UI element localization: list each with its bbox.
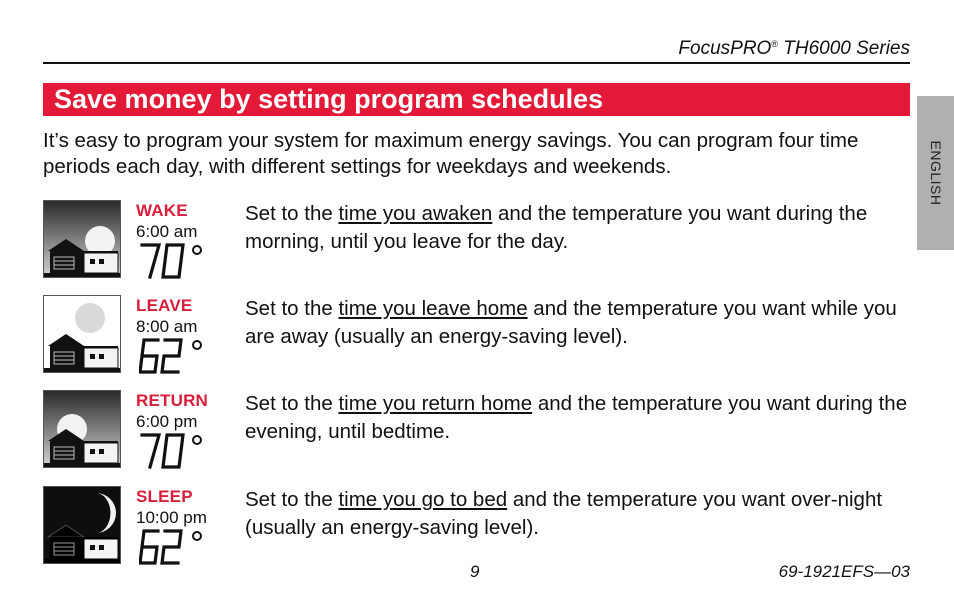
period-temperature (139, 432, 219, 472)
house-day-icon (43, 295, 121, 373)
section-title: Save money by setting program schedules (54, 84, 604, 114)
temperature-70-display (139, 242, 219, 282)
time-you-go-to-bed-text: time you go to bed (338, 488, 508, 511)
intro-paragraph: It’s easy to program your system for maximum energy savings. You can program four time periods each day, with different settings for weekdays and weekends. (43, 129, 859, 178)
period-return (43, 390, 910, 470)
time-you-awaken-text: time you awaken (338, 202, 493, 225)
series-name: TH6000 Series (783, 38, 910, 59)
house-sunset-icon (43, 390, 121, 468)
period-label: WAKE (136, 201, 188, 220)
header-title (678, 38, 910, 60)
temperature-70-display (139, 432, 219, 472)
document-number: 69-1921EFS—03 (778, 562, 910, 581)
period-description: Set to the time you leave home and the temperature you want while you are away (usually an energy-saving level). (245, 297, 897, 348)
period-temperature (139, 337, 219, 377)
period-label: LEAVE (136, 296, 193, 315)
temperature-62-display (139, 337, 219, 377)
period-wake (43, 200, 910, 280)
period-temperature (139, 242, 219, 282)
time-you-return-home-text: time you return home (338, 392, 533, 415)
language-tab-label: ENGLISH (927, 140, 944, 206)
header-rule (43, 62, 910, 64)
period-time: 10:00 pm (136, 508, 207, 527)
period-label: RETURN (136, 391, 209, 410)
house-night-moon-icon (43, 486, 121, 564)
period-description: Set to the time you return home and the temperature you want during the evening, until bedtime. (245, 392, 908, 443)
house-sunrise-icon (43, 200, 121, 278)
page-number: 9 (470, 562, 480, 581)
brand-name: FocusPRO (678, 38, 772, 59)
period-time: 6:00 pm (136, 412, 198, 431)
period-leave (43, 295, 910, 375)
period-sleep (43, 486, 910, 566)
language-tab (917, 96, 954, 250)
temperature-62-display (139, 528, 219, 568)
period-temperature (139, 528, 219, 568)
period-time: 8:00 am (136, 317, 198, 336)
period-label: SLEEP (136, 487, 193, 506)
time-you-leave-home-text: time you leave home (338, 297, 528, 320)
period-description: Set to the time you awaken and the temperature you want during the morning, until you leave for the day. (245, 202, 868, 253)
period-time: 6:00 am (136, 222, 198, 241)
section-banner (43, 83, 910, 116)
period-description: Set to the time you go to bed and the temperature you want over-night (usually an energy-saving level). (245, 488, 883, 539)
registered-mark: ® (771, 39, 778, 49)
